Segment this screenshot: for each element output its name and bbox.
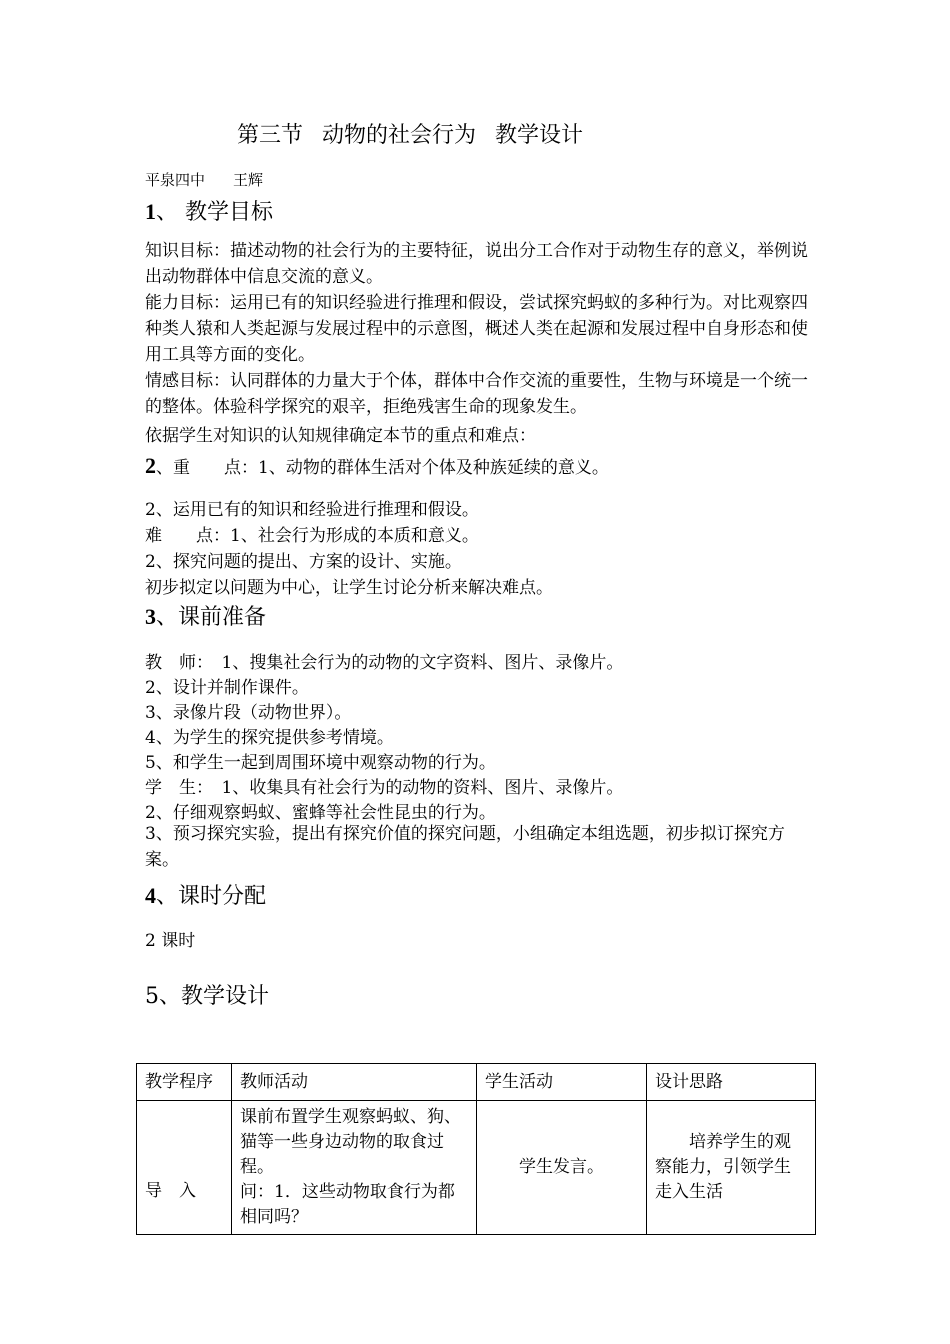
section-1-number: 1: [145, 199, 156, 224]
design-table: [136, 1063, 816, 1235]
basis-text: 依据学生对知识的认知规律确定本节的重点和难点：: [145, 426, 536, 446]
student-prep-3: 3、预习探究实验，提出有探究价值的探究问题，小组确定本组选题，初步拟订探究方案。: [145, 824, 785, 870]
key-point-2: 2、运用已有的知识和经验进行推理和假设。: [145, 500, 479, 520]
cell-teacher: [232, 1101, 477, 1235]
knowledge-goal: 知识目标：描述动物的社会行为的主要特征，说出分工合作对于动物生存的意义，举例说出动物群体中信息交流的意义。: [145, 241, 808, 287]
author-name: 王辉: [233, 171, 264, 189]
class-hours: 2 课时: [145, 931, 196, 951]
teacher-prep-4: 4、为学生的探究提供参考情境。: [145, 728, 394, 748]
student-prep-1: 学 生： 1、收集具有社会行为的动物的资料、图片、录像片。: [145, 778, 624, 798]
difficulty-plan: 初步拟定以问题为中心，让学生讨论分析来解决难点。: [145, 578, 553, 598]
title-suffix: 教学设计: [495, 123, 584, 148]
header-design: 设计思路: [647, 1064, 816, 1101]
section-5-heading: 5、教学设计: [145, 984, 269, 1009]
header-procedure: 教学程序: [137, 1064, 232, 1101]
teacher-activity-b: 问：1．这些动物取食行为都相同吗？: [240, 1182, 455, 1227]
ability-goal: 能力目标：运用已有的知识经验进行推理和假设，尝试探究蚂蚁的多种行为。对比观察四种类人猿和人类起源与发展过程中的示意图，概述人类在起源和发展过程中自身形态和使用工具等方面的变化。: [145, 293, 808, 365]
page-title: [0, 118, 820, 149]
student-prep-2: 2、仔细观察蚂蚁、蜜蜂等社会性昆虫的行为。: [145, 803, 496, 823]
section-4-number: 4: [145, 883, 156, 908]
teacher-prep-2: 2、设计并制作课件。: [145, 678, 309, 698]
table-row: [137, 1101, 816, 1235]
difficulty-2: 2、探究问题的提出、方案的设计、实施。: [145, 552, 462, 572]
section-1-heading: [145, 195, 273, 226]
cell-procedure: 导 入: [137, 1101, 232, 1235]
title-section: 第三节: [236, 123, 303, 148]
section-3-heading: [145, 600, 266, 631]
header-student: 学生活动: [477, 1064, 647, 1101]
table-header-row: [137, 1064, 816, 1101]
section-4-heading: [145, 879, 266, 910]
teacher-prep-3: 3、录像片段（动物世界）。: [145, 703, 352, 723]
section-3-title: 、课前准备: [156, 605, 267, 630]
emotion-goal: 情感目标：认同群体的力量大于个体，群体中合作交流的重要性，生物与环境是一个统一的整体。体验科学探究的艰辛，拒绝残害生命的现象发生。: [145, 371, 808, 417]
section-4-title: 、课时分配: [156, 884, 267, 909]
author-line: [145, 169, 263, 190]
section-2-number: 2: [145, 453, 156, 478]
teacher-activity-a: 课前布置学生观察蚂蚁、狗、猫等一些身边动物的取食过程。: [240, 1107, 461, 1177]
section-2-heading: [145, 453, 609, 479]
cell-student: 学生发言。: [477, 1101, 647, 1235]
teacher-prep-5: 5、和学生一起到周围环境中观察动物的行为。: [145, 753, 496, 773]
title-topic: 动物的社会行为: [321, 123, 476, 148]
difficulty-1: 难 点：1、社会行为形成的本质和意义。: [145, 526, 479, 546]
section-2-title: 、重 点：1、动物的群体生活对个体及种族延续的意义。: [156, 458, 609, 478]
author-school: 平泉四中: [145, 171, 206, 189]
header-teacher: 教师活动: [232, 1064, 477, 1101]
teacher-prep-1: 教 师： 1、搜集社会行为的动物的文字资料、图片、录像片。: [145, 653, 624, 673]
section-1-title: 、 教学目标: [156, 200, 273, 225]
section-3-number: 3: [145, 604, 156, 629]
cell-design: 培养学生的观察能力，引领学生走入生活: [647, 1101, 816, 1235]
